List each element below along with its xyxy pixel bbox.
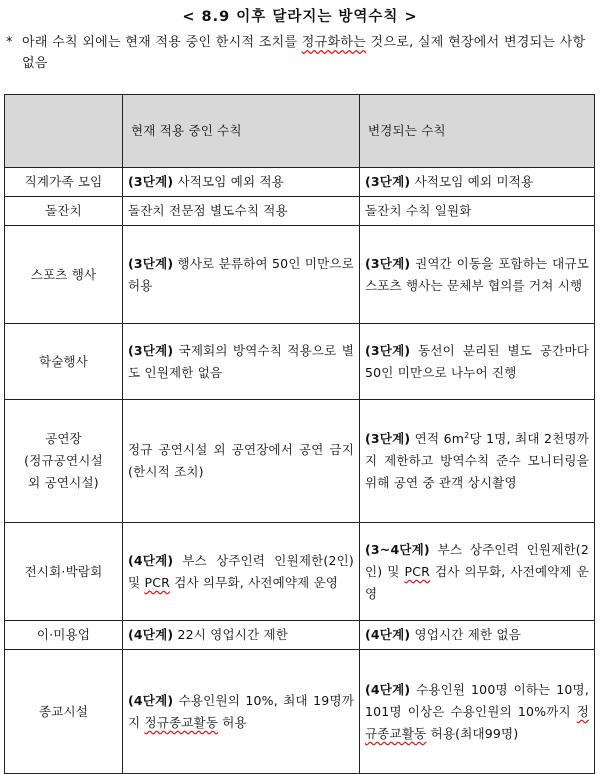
rule-text: 수용인원 100명 이하는 10명, 101명 이상은 수용인원의 10%까지: [365, 681, 589, 719]
current-rule-cell: [123, 650, 360, 774]
header-blank-cell: [5, 95, 123, 168]
current-rule-cell: 정규 공연시설 외 공연장에서 공연 금지(한시적 조치): [123, 400, 360, 523]
category-line: 공연장: [45, 431, 82, 446]
level-tag: (3~4단계): [365, 541, 430, 557]
rule-text: 동선이 분리된 별도 공간마다 50인 미만으로 나누어 진행: [365, 342, 589, 380]
level-tag: (3단계): [365, 431, 411, 446]
current-rule-cell: [123, 621, 360, 650]
level-tag: (4단계): [128, 692, 174, 708]
category-line: (정규공연시설: [24, 453, 103, 468]
header-changed: 변경되는 수칙: [360, 95, 595, 168]
rule-text: 사적모임 예외 미적용: [410, 174, 534, 189]
level-tag: (3단계): [128, 342, 174, 358]
level-tag: (3단계): [128, 174, 174, 189]
changed-rule-cell: [360, 523, 595, 621]
category-cell: 전시회·박람회: [5, 523, 123, 621]
changed-rule-cell: [360, 621, 595, 650]
note-highlight: 정규화하는: [301, 35, 367, 50]
term-highlight: 정규종교활동: [365, 703, 589, 741]
document-title: < 8.9 이후 달라지는 방역수칙 >: [182, 9, 418, 25]
changed-rule-cell: 돌잔치 수칙 일원화: [360, 197, 595, 226]
current-rule-cell: [123, 226, 360, 324]
term-highlight: 정규종교활동: [144, 714, 219, 730]
note-text-2: 것으로, 실제 현장에서 변경되는 사항 없음: [22, 35, 586, 71]
category-cell: 학술행사: [5, 324, 123, 400]
table-row: [5, 650, 595, 774]
category-cell: 이·미용업: [5, 621, 123, 650]
changed-rule-cell: [360, 168, 595, 197]
current-rule-cell: [123, 168, 360, 197]
pcr-highlight: PCR: [404, 563, 431, 579]
rule-text: 검사 의무화, 사전예약제 운영: [365, 563, 589, 601]
changed-rule-cell: [360, 650, 595, 774]
note-bullet: *: [6, 35, 13, 50]
rule-text: 허용: [218, 714, 247, 730]
superscript: 2: [464, 430, 470, 440]
pcr-highlight: PCR: [144, 574, 171, 590]
rule-text: 영업시간 제한 없음: [410, 627, 522, 642]
level-tag: (4단계): [365, 627, 411, 642]
table-row: [5, 197, 595, 226]
current-rule-cell: [123, 523, 360, 621]
changed-rule-cell: [360, 400, 595, 523]
table-row: [5, 168, 595, 197]
changed-rule-cell: [360, 226, 595, 324]
category-cell: 직계가족 모임: [5, 168, 123, 197]
note-text-1: 아래 수칙 외에는 현재 적용 중인 한시적 조치를: [22, 35, 302, 50]
rules-table: [4, 94, 595, 774]
rule-text: 22시 영업시간 제한: [173, 627, 289, 642]
rule-text: 부스 상주인력 인원제한(2인) 및: [365, 541, 589, 579]
category-cell: 종교시설: [5, 650, 123, 774]
rule-text: 허용(최대99명): [426, 725, 519, 741]
level-tag: (3단계): [365, 255, 411, 271]
header-current: 현재 적용 중인 수칙: [123, 95, 360, 168]
rule-text: 권역간 이동을 포함하는 대규모 스포츠 행사는 문체부 협의를 거쳐 시행: [365, 255, 589, 293]
category-cell: [5, 400, 123, 523]
category-cell: 돌잔치: [5, 197, 123, 226]
current-rule-cell: [123, 324, 360, 400]
table-row: [5, 226, 595, 324]
level-tag: (4단계): [128, 552, 174, 568]
rule-text: 국제회의 방역수칙 적용으로 별도 인원제한 없음: [128, 342, 354, 380]
level-tag: (3단계): [365, 342, 411, 358]
table-row: [5, 400, 595, 523]
rule-text: 검사 의무화, 사전예약제 운영: [170, 574, 339, 590]
rule-text: 부스 상주인력 인원제한(2인) 및: [128, 552, 354, 590]
rule-text: 연적 6m: [410, 431, 465, 446]
level-tag: (3단계): [365, 174, 411, 189]
rule-text: 수용인원의 10%, 최대 19명까지: [128, 692, 354, 730]
level-tag: (4단계): [365, 681, 411, 697]
category-line: 외 공연시설): [28, 475, 99, 490]
changed-rule-cell: [360, 324, 595, 400]
category-cell: 스포츠 행사: [5, 226, 123, 324]
rule-text: 사적모임 예외 적용: [173, 174, 285, 189]
current-rule-cell: 돌잔치 전문점 별도수칙 적용: [123, 197, 360, 226]
rule-text: 행사로 분류하여 50인 미만으로 허용: [128, 255, 354, 293]
table-row: [5, 324, 595, 400]
table-row: [5, 523, 595, 621]
level-tag: (4단계): [128, 627, 174, 642]
level-tag: (3단계): [128, 255, 174, 271]
rule-text: 당 1명, 최대 2천명까지 제한하고 방역수칙 준수 모니터링을 위해 공연 중 관객 상시촬영: [365, 431, 589, 490]
header-row: [5, 95, 595, 168]
table-row: [5, 621, 595, 650]
intro-note: [6, 32, 590, 74]
